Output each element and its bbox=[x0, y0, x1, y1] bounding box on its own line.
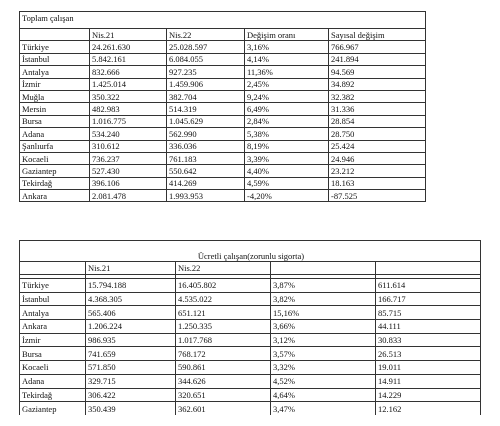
value-cell: 534.240 bbox=[90, 128, 167, 140]
province-name-cell: Gaziantep bbox=[20, 402, 86, 415]
column-header: Nis.22 bbox=[176, 262, 271, 275]
value-cell: 241.894 bbox=[329, 53, 426, 65]
value-cell: 4,52% bbox=[271, 374, 376, 388]
value-cell: 736.237 bbox=[90, 152, 167, 164]
province-name-cell: Mersin bbox=[20, 103, 90, 115]
table-row bbox=[20, 152, 426, 164]
table-title: Toplam çalışan bbox=[20, 12, 426, 29]
value-cell: 1.206.224 bbox=[86, 320, 176, 334]
value-cell: 44.111 bbox=[376, 320, 481, 334]
value-cell: 24.261.630 bbox=[90, 41, 167, 53]
column-header: Sayısal değişim bbox=[329, 29, 426, 41]
value-cell: 12.162 bbox=[376, 402, 481, 415]
province-name-cell: Bursa bbox=[20, 347, 86, 361]
value-cell: 19.011 bbox=[376, 361, 481, 375]
province-name-cell: İstanbul bbox=[20, 292, 86, 306]
value-cell: 527.430 bbox=[90, 165, 167, 177]
value-cell: 32.382 bbox=[329, 90, 426, 102]
value-cell: 590.861 bbox=[176, 361, 271, 375]
table-row bbox=[20, 66, 426, 78]
table-row bbox=[20, 177, 426, 189]
value-cell: 15,16% bbox=[271, 306, 376, 320]
value-cell: 832.666 bbox=[90, 66, 167, 78]
province-name-cell: Tekirdağ bbox=[20, 177, 90, 189]
value-cell: 4,64% bbox=[271, 388, 376, 402]
value-cell: 414.269 bbox=[167, 177, 245, 189]
value-cell: 166.717 bbox=[376, 292, 481, 306]
value-cell: 25.424 bbox=[329, 140, 426, 152]
table-row bbox=[20, 140, 426, 152]
value-cell: 550.642 bbox=[167, 165, 245, 177]
value-cell: 3,32% bbox=[271, 361, 376, 375]
column-header: Değişim oranı bbox=[245, 29, 329, 41]
table-row bbox=[20, 402, 481, 415]
value-cell: 18.163 bbox=[329, 177, 426, 189]
value-cell: 651.121 bbox=[176, 306, 271, 320]
value-cell: 562.990 bbox=[167, 128, 245, 140]
value-cell: 571.850 bbox=[86, 361, 176, 375]
value-cell: 1.016.775 bbox=[90, 115, 167, 127]
value-cell: 4,59% bbox=[245, 177, 329, 189]
value-cell: 94.569 bbox=[329, 66, 426, 78]
value-cell: 5,38% bbox=[245, 128, 329, 140]
paid-employees-table bbox=[19, 240, 481, 415]
value-cell: 611.614 bbox=[376, 279, 481, 293]
table-row bbox=[20, 103, 426, 115]
value-cell: 3,12% bbox=[271, 333, 376, 347]
column-header bbox=[376, 262, 481, 275]
value-cell: 336.036 bbox=[167, 140, 245, 152]
province-name-cell: Türkiye bbox=[20, 279, 86, 293]
table-row bbox=[20, 115, 426, 127]
value-cell: -87.525 bbox=[329, 190, 426, 202]
value-cell: 382.704 bbox=[167, 90, 245, 102]
value-cell: 350.439 bbox=[86, 402, 176, 415]
value-cell: 396.106 bbox=[90, 177, 167, 189]
table-row bbox=[20, 165, 426, 177]
value-cell: 4,40% bbox=[245, 165, 329, 177]
column-header: Nis.21 bbox=[90, 29, 167, 41]
value-cell: 3,82% bbox=[271, 292, 376, 306]
table-row bbox=[20, 361, 481, 375]
value-cell: 2,84% bbox=[245, 115, 329, 127]
value-cell: 31.336 bbox=[329, 103, 426, 115]
province-name-cell: Antalya bbox=[20, 306, 86, 320]
value-cell: 3,47% bbox=[271, 402, 376, 415]
table-row bbox=[20, 190, 426, 202]
table-row bbox=[20, 53, 426, 65]
column-header: Nis.22 bbox=[167, 29, 245, 41]
table-row bbox=[20, 306, 481, 320]
column-header: Nis.21 bbox=[86, 262, 176, 275]
value-cell: 306.422 bbox=[86, 388, 176, 402]
value-cell: 4.535.022 bbox=[176, 292, 271, 306]
value-cell: 766.967 bbox=[329, 41, 426, 53]
province-name-cell: Adana bbox=[20, 128, 90, 140]
province-name-cell: İstanbul bbox=[20, 53, 90, 65]
value-cell: 1.045.629 bbox=[167, 115, 245, 127]
value-cell: 320.651 bbox=[176, 388, 271, 402]
value-cell: 14.911 bbox=[376, 374, 481, 388]
table-row bbox=[20, 292, 481, 306]
table-row bbox=[20, 279, 481, 293]
province-name-cell: Kocaeli bbox=[20, 361, 86, 375]
value-cell: 28.750 bbox=[329, 128, 426, 140]
table-row bbox=[20, 41, 426, 53]
province-name-cell: Adana bbox=[20, 374, 86, 388]
table-row bbox=[20, 78, 426, 90]
province-name-cell: Ankara bbox=[20, 320, 86, 334]
value-cell: 986.935 bbox=[86, 333, 176, 347]
value-cell: 30.833 bbox=[376, 333, 481, 347]
value-cell: 8,19% bbox=[245, 140, 329, 152]
value-cell: 9,24% bbox=[245, 90, 329, 102]
value-cell: 565.406 bbox=[86, 306, 176, 320]
value-cell: 34.892 bbox=[329, 78, 426, 90]
province-name-cell: İzmir bbox=[20, 78, 90, 90]
value-cell: 344.626 bbox=[176, 374, 271, 388]
value-cell: 2.081.478 bbox=[90, 190, 167, 202]
value-cell: 1.459.906 bbox=[167, 78, 245, 90]
value-cell: 2,45% bbox=[245, 78, 329, 90]
value-cell: 25.028.597 bbox=[167, 41, 245, 53]
value-cell: 3,66% bbox=[271, 320, 376, 334]
province-name-cell: Gaziantep bbox=[20, 165, 90, 177]
value-cell: 3,87% bbox=[271, 279, 376, 293]
value-cell: 85.715 bbox=[376, 306, 481, 320]
value-cell: 3,39% bbox=[245, 152, 329, 164]
value-cell: 482.983 bbox=[90, 103, 167, 115]
province-name-cell: Bursa bbox=[20, 115, 90, 127]
province-name-cell: Türkiye bbox=[20, 41, 90, 53]
table-row bbox=[20, 90, 426, 102]
table-row bbox=[20, 347, 481, 361]
table-title: Ücretli çalışan(zorunlu sigorta) bbox=[20, 241, 481, 262]
total-employees-table bbox=[19, 11, 426, 202]
value-cell: 761.183 bbox=[167, 152, 245, 164]
value-cell: 15.794.188 bbox=[86, 279, 176, 293]
value-cell: 514.319 bbox=[167, 103, 245, 115]
column-header bbox=[20, 29, 90, 41]
province-name-cell: Şanlıurfa bbox=[20, 140, 90, 152]
table-row bbox=[20, 320, 481, 334]
value-cell: 6,49% bbox=[245, 103, 329, 115]
province-name-cell: Antalya bbox=[20, 66, 90, 78]
value-cell: 4.368.305 bbox=[86, 292, 176, 306]
value-cell: 741.659 bbox=[86, 347, 176, 361]
value-cell: 3,16% bbox=[245, 41, 329, 53]
value-cell: 329.715 bbox=[86, 374, 176, 388]
province-name-cell: İzmir bbox=[20, 333, 86, 347]
value-cell: 4,14% bbox=[245, 53, 329, 65]
value-cell: 1.993.953 bbox=[167, 190, 245, 202]
value-cell: 1.017.768 bbox=[176, 333, 271, 347]
value-cell: 26.513 bbox=[376, 347, 481, 361]
value-cell: 5.842.161 bbox=[90, 53, 167, 65]
table-row bbox=[20, 333, 481, 347]
value-cell: 14.229 bbox=[376, 388, 481, 402]
value-cell: 24.946 bbox=[329, 152, 426, 164]
value-cell: -4,20% bbox=[245, 190, 329, 202]
value-cell: 16.405.802 bbox=[176, 279, 271, 293]
value-cell: 768.172 bbox=[176, 347, 271, 361]
value-cell: 362.601 bbox=[176, 402, 271, 415]
value-cell: 11,36% bbox=[245, 66, 329, 78]
value-cell: 6.084.055 bbox=[167, 53, 245, 65]
value-cell: 3,57% bbox=[271, 347, 376, 361]
province-name-cell: Tekirdağ bbox=[20, 388, 86, 402]
province-name-cell: Ankara bbox=[20, 190, 90, 202]
province-name-cell: Kocaeli bbox=[20, 152, 90, 164]
table-row bbox=[20, 374, 481, 388]
column-header bbox=[271, 262, 376, 275]
value-cell: 310.612 bbox=[90, 140, 167, 152]
value-cell: 1.425.014 bbox=[90, 78, 167, 90]
value-cell: 1.250.335 bbox=[176, 320, 271, 334]
province-name-cell: Muğla bbox=[20, 90, 90, 102]
value-cell: 23.212 bbox=[329, 165, 426, 177]
table-row bbox=[20, 128, 426, 140]
value-cell: 927.235 bbox=[167, 66, 245, 78]
table-row bbox=[20, 388, 481, 402]
value-cell: 350.322 bbox=[90, 90, 167, 102]
value-cell: 28.854 bbox=[329, 115, 426, 127]
column-header bbox=[20, 262, 86, 275]
